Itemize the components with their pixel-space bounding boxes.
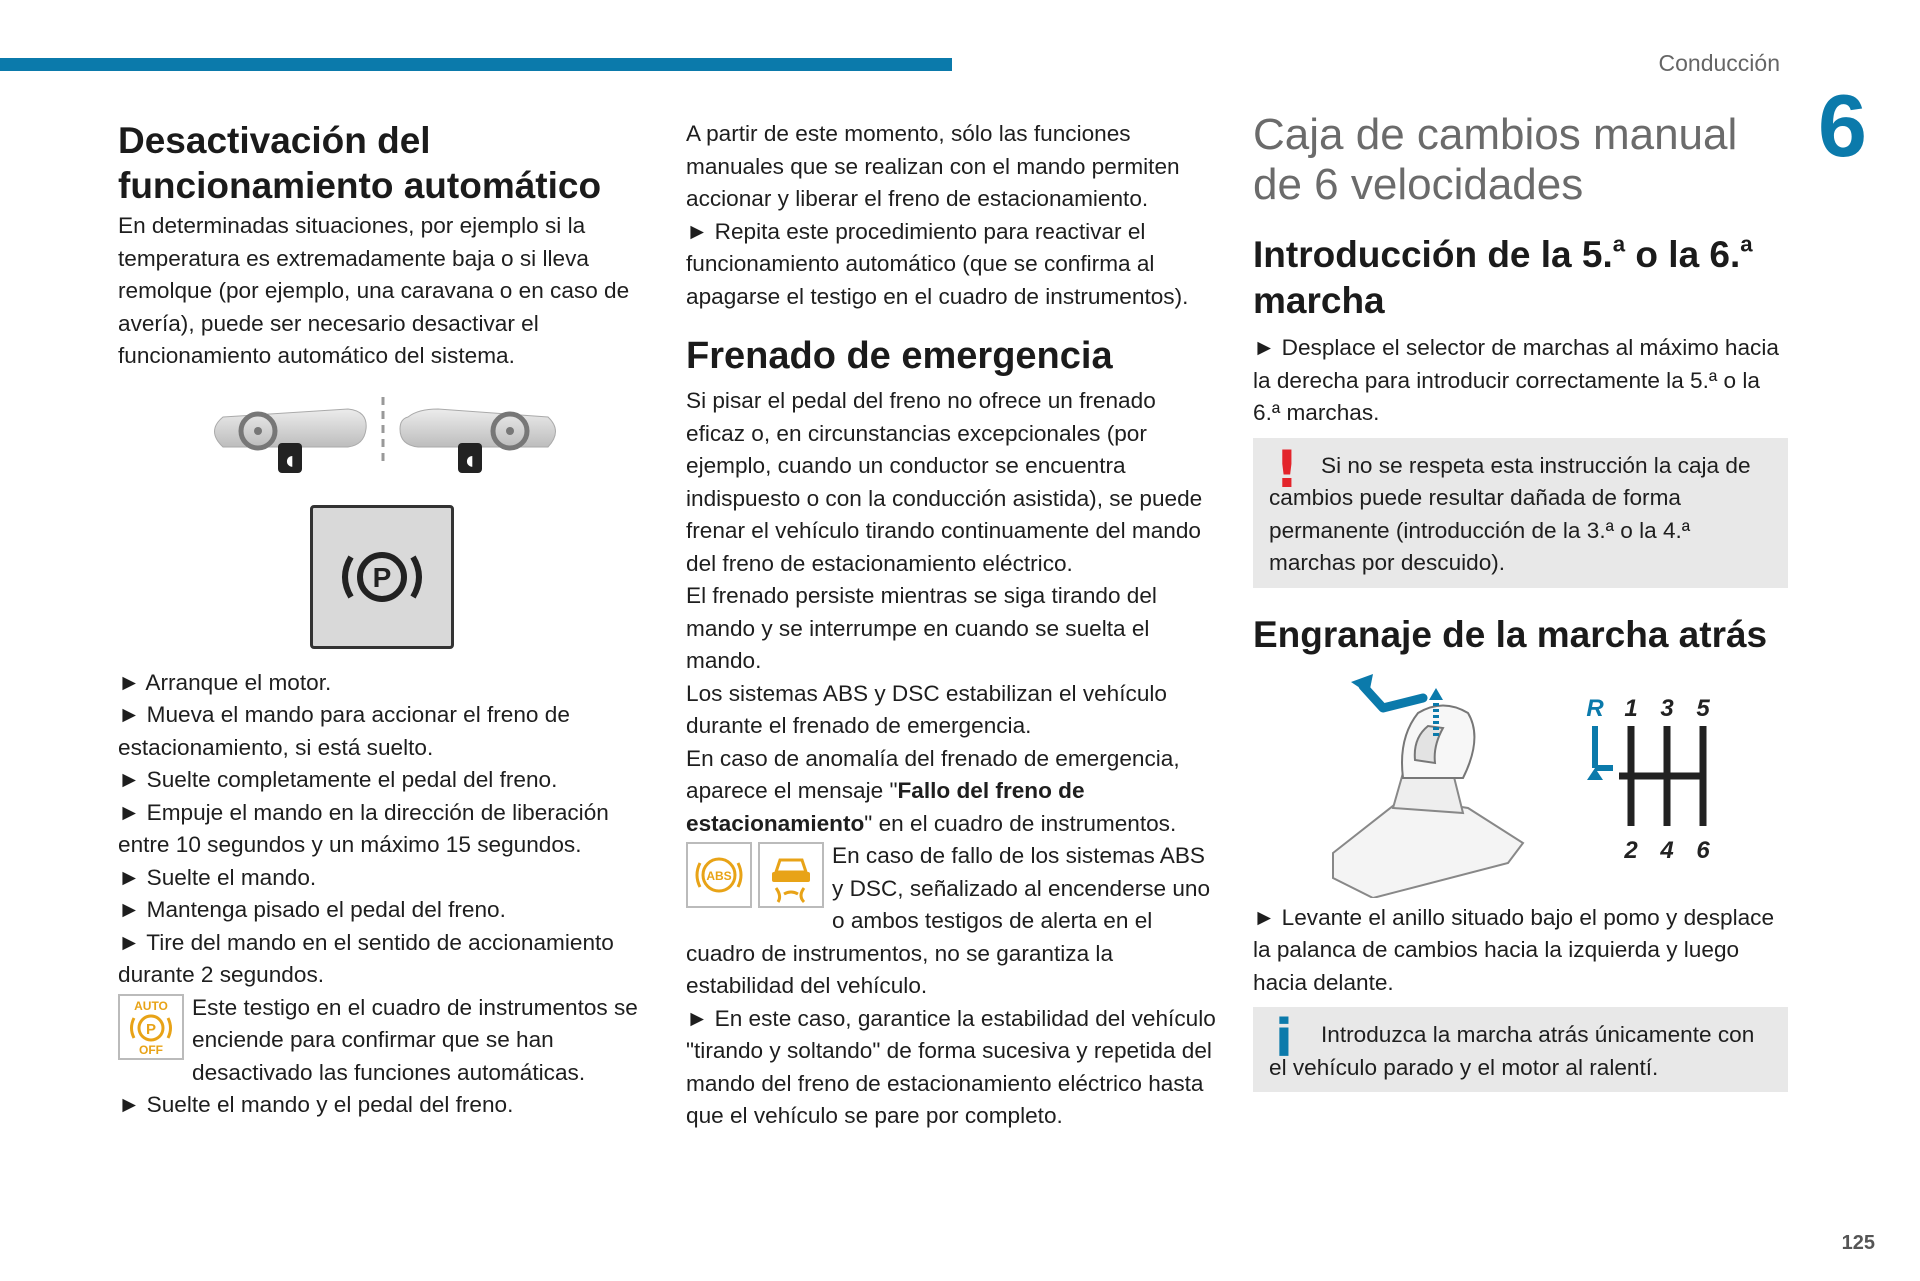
step-pull-control: ► Tire del mando en el sentido de accionamiento durante 2 segundos.	[118, 929, 614, 987]
svg-text:◖: ◖	[466, 452, 474, 469]
step-reactivate: ► Repita este procedimiento para reactivar el funcionamiento automático (que se confirma al apagarse el testigo en el cuadro de instrumentos).	[686, 218, 1189, 309]
auto-off-lamp-note	[118, 992, 648, 1090]
parking-brake-lever-illustration	[118, 397, 648, 487]
chapter-number: 6	[1818, 76, 1867, 175]
column-1	[118, 118, 648, 1122]
step-pull-release: ► En este caso, garantice la estabilidad del vehículo "tirando y soltando" de forma sucesiva y repetida del mando del freno de estacionamiento eléctrico hasta que el vehículo se pare por completo.	[686, 1005, 1216, 1128]
gear-pattern	[1586, 695, 1710, 864]
heading-manual-gearbox: Caja de cambios manual de 6 velocidades	[1253, 110, 1738, 209]
warning-icon: !	[1275, 439, 1299, 500]
step-release-control: ► Suelte el mando.	[118, 864, 317, 890]
svg-text:P: P	[145, 1020, 157, 1038]
step-select-5th-6th: ► Desplace el selector de marchas al máximo hacia la derecha para introducir correctamente la 5.ª o la 6.ª marchas.	[1253, 335, 1779, 425]
parking-brake-button-illustration	[310, 505, 454, 649]
warning-note	[1253, 438, 1788, 588]
step-release-pedal: ► Suelte completamente el pedal del freno.	[118, 767, 558, 792]
svg-text:2: 2	[1624, 836, 1638, 864]
dsc-lamp-icon	[758, 842, 824, 908]
svg-text:4: 4	[1660, 836, 1674, 864]
parking-brake-icon	[337, 547, 427, 607]
svg-text:ABS: ABS	[706, 869, 732, 883]
svg-text:6: 6	[1696, 836, 1710, 864]
step-start-engine: ► Arranque el motor.	[118, 669, 332, 695]
svg-text:AUTO: AUTO	[134, 998, 168, 1013]
column-2	[686, 118, 1221, 1133]
svg-text:5: 5	[1696, 694, 1710, 722]
heading-5th-6th-gear: Introducción de la 5.$^a$ o la 6.$^a$ marcha	[1253, 231, 1753, 321]
warning-text: Si no se respeta esta instrucción la caja de cambios puede resultar dañada de forma permanente (introducción de la 3.ª o la 4.ª marchas por descuido).	[1269, 452, 1751, 575]
svg-text:1: 1	[1624, 694, 1638, 722]
svg-text:OFF: OFF	[139, 1042, 163, 1057]
auto-off-lamp-text: Este testigo en el cuadro de instrumentos se enciende para confirmar que se han desactivado las funciones automáticas.	[192, 994, 638, 1085]
step-push-control: ► Empuje el mando en la dirección de liberación entre 10 segundos y un máximo 15 segundos.	[118, 799, 609, 857]
info-text: Introduzca la marcha atrás únicamente con el vehículo parado y el motor al ralentí.	[1269, 1022, 1755, 1080]
emergency-p3: Los sistemas ABS y DSC estabilizan el vehículo durante el frenado de emergencia.	[686, 680, 1167, 738]
abs-lamp-icon	[686, 842, 752, 908]
brake-lever-diagram	[118, 397, 648, 487]
heading-deactivation: Desactivación del funcionamiento automático	[118, 120, 602, 206]
svg-text:3: 3	[1660, 694, 1674, 722]
abs-dsc-text: En caso de fallo de los sistemas ABS y DSC, señalizado al encenderse uno o ambos testigos de alerta en el cuadro de instrumentos, no se garantiza la estabilidad del vehículo.	[686, 843, 1211, 998]
emergency-p4: En caso de anomalía del frenado de emergencia, aparece el mensaje "Fallo del freno de estacionamiento" en el cuadro de instrumentos.	[686, 745, 1180, 836]
page-number: 125	[1841, 1232, 1875, 1254]
svg-text:P: P	[372, 561, 392, 593]
section-name: Conducción	[1658, 50, 1780, 76]
step-hold-pedal: ► Mantenga pisado el pedal del freno.	[118, 897, 506, 922]
step-apply-brake: ► Mueva el mando para accionar el freno de estacionamiento, si está suelto.	[118, 702, 570, 760]
svg-text:◖: ◖	[286, 452, 294, 469]
info-icon: i	[1275, 1009, 1293, 1069]
emergency-p2: El frenado persiste mientras se siga tirando del mando y se interrumpe en cuando se suelta el mando.	[686, 583, 1157, 673]
emergency-p1: Si pisar el pedal del freno no ofrece un frenado eficaz o, en circunstancias excepcionales (por ejemplo, cuando un conductor se encuentra indispuesto o con la conducción asistida), se puede frenar el vehículo tirando continuamente del mando del freno de estacionamiento eléctrico.	[686, 388, 1203, 576]
step-reverse: ► Levante el anillo situado bajo el pomo y desplace la palanca de cambios hacia la izquierda y luego hacia delante.	[1253, 904, 1775, 995]
heading-emergency-braking: Frenado de emergencia	[686, 335, 1113, 377]
auto-off-lamp-icon	[118, 994, 184, 1060]
manual-only-text: A partir de este momento, sólo las funciones manuales que se realizan con el mando permiten accionar y liberar el freno de estacionamiento.	[686, 121, 1180, 211]
header-accent-bar	[0, 58, 952, 71]
heading-reverse-gear: Engranaje de la marcha atrás	[1253, 613, 1768, 655]
column-3	[1253, 110, 1788, 1116]
svg-text:R: R	[1586, 694, 1604, 722]
deactivation-intro: En determinadas situaciones, por ejemplo si la temperatura es extremadamente baja o si lleva remolque (por ejemplo, una caravana o en caso de avería), puede ser necesario desactivar el funcionamiento automático del sistema.	[118, 213, 630, 368]
gear-lever-diagram	[1253, 668, 1788, 898]
reverse-gear-illustration	[1253, 668, 1788, 898]
info-note	[1253, 1007, 1788, 1092]
abs-dsc-note	[686, 840, 1221, 1003]
step-release-all: ► Suelte el mando y el pedal del freno.	[118, 1092, 514, 1117]
